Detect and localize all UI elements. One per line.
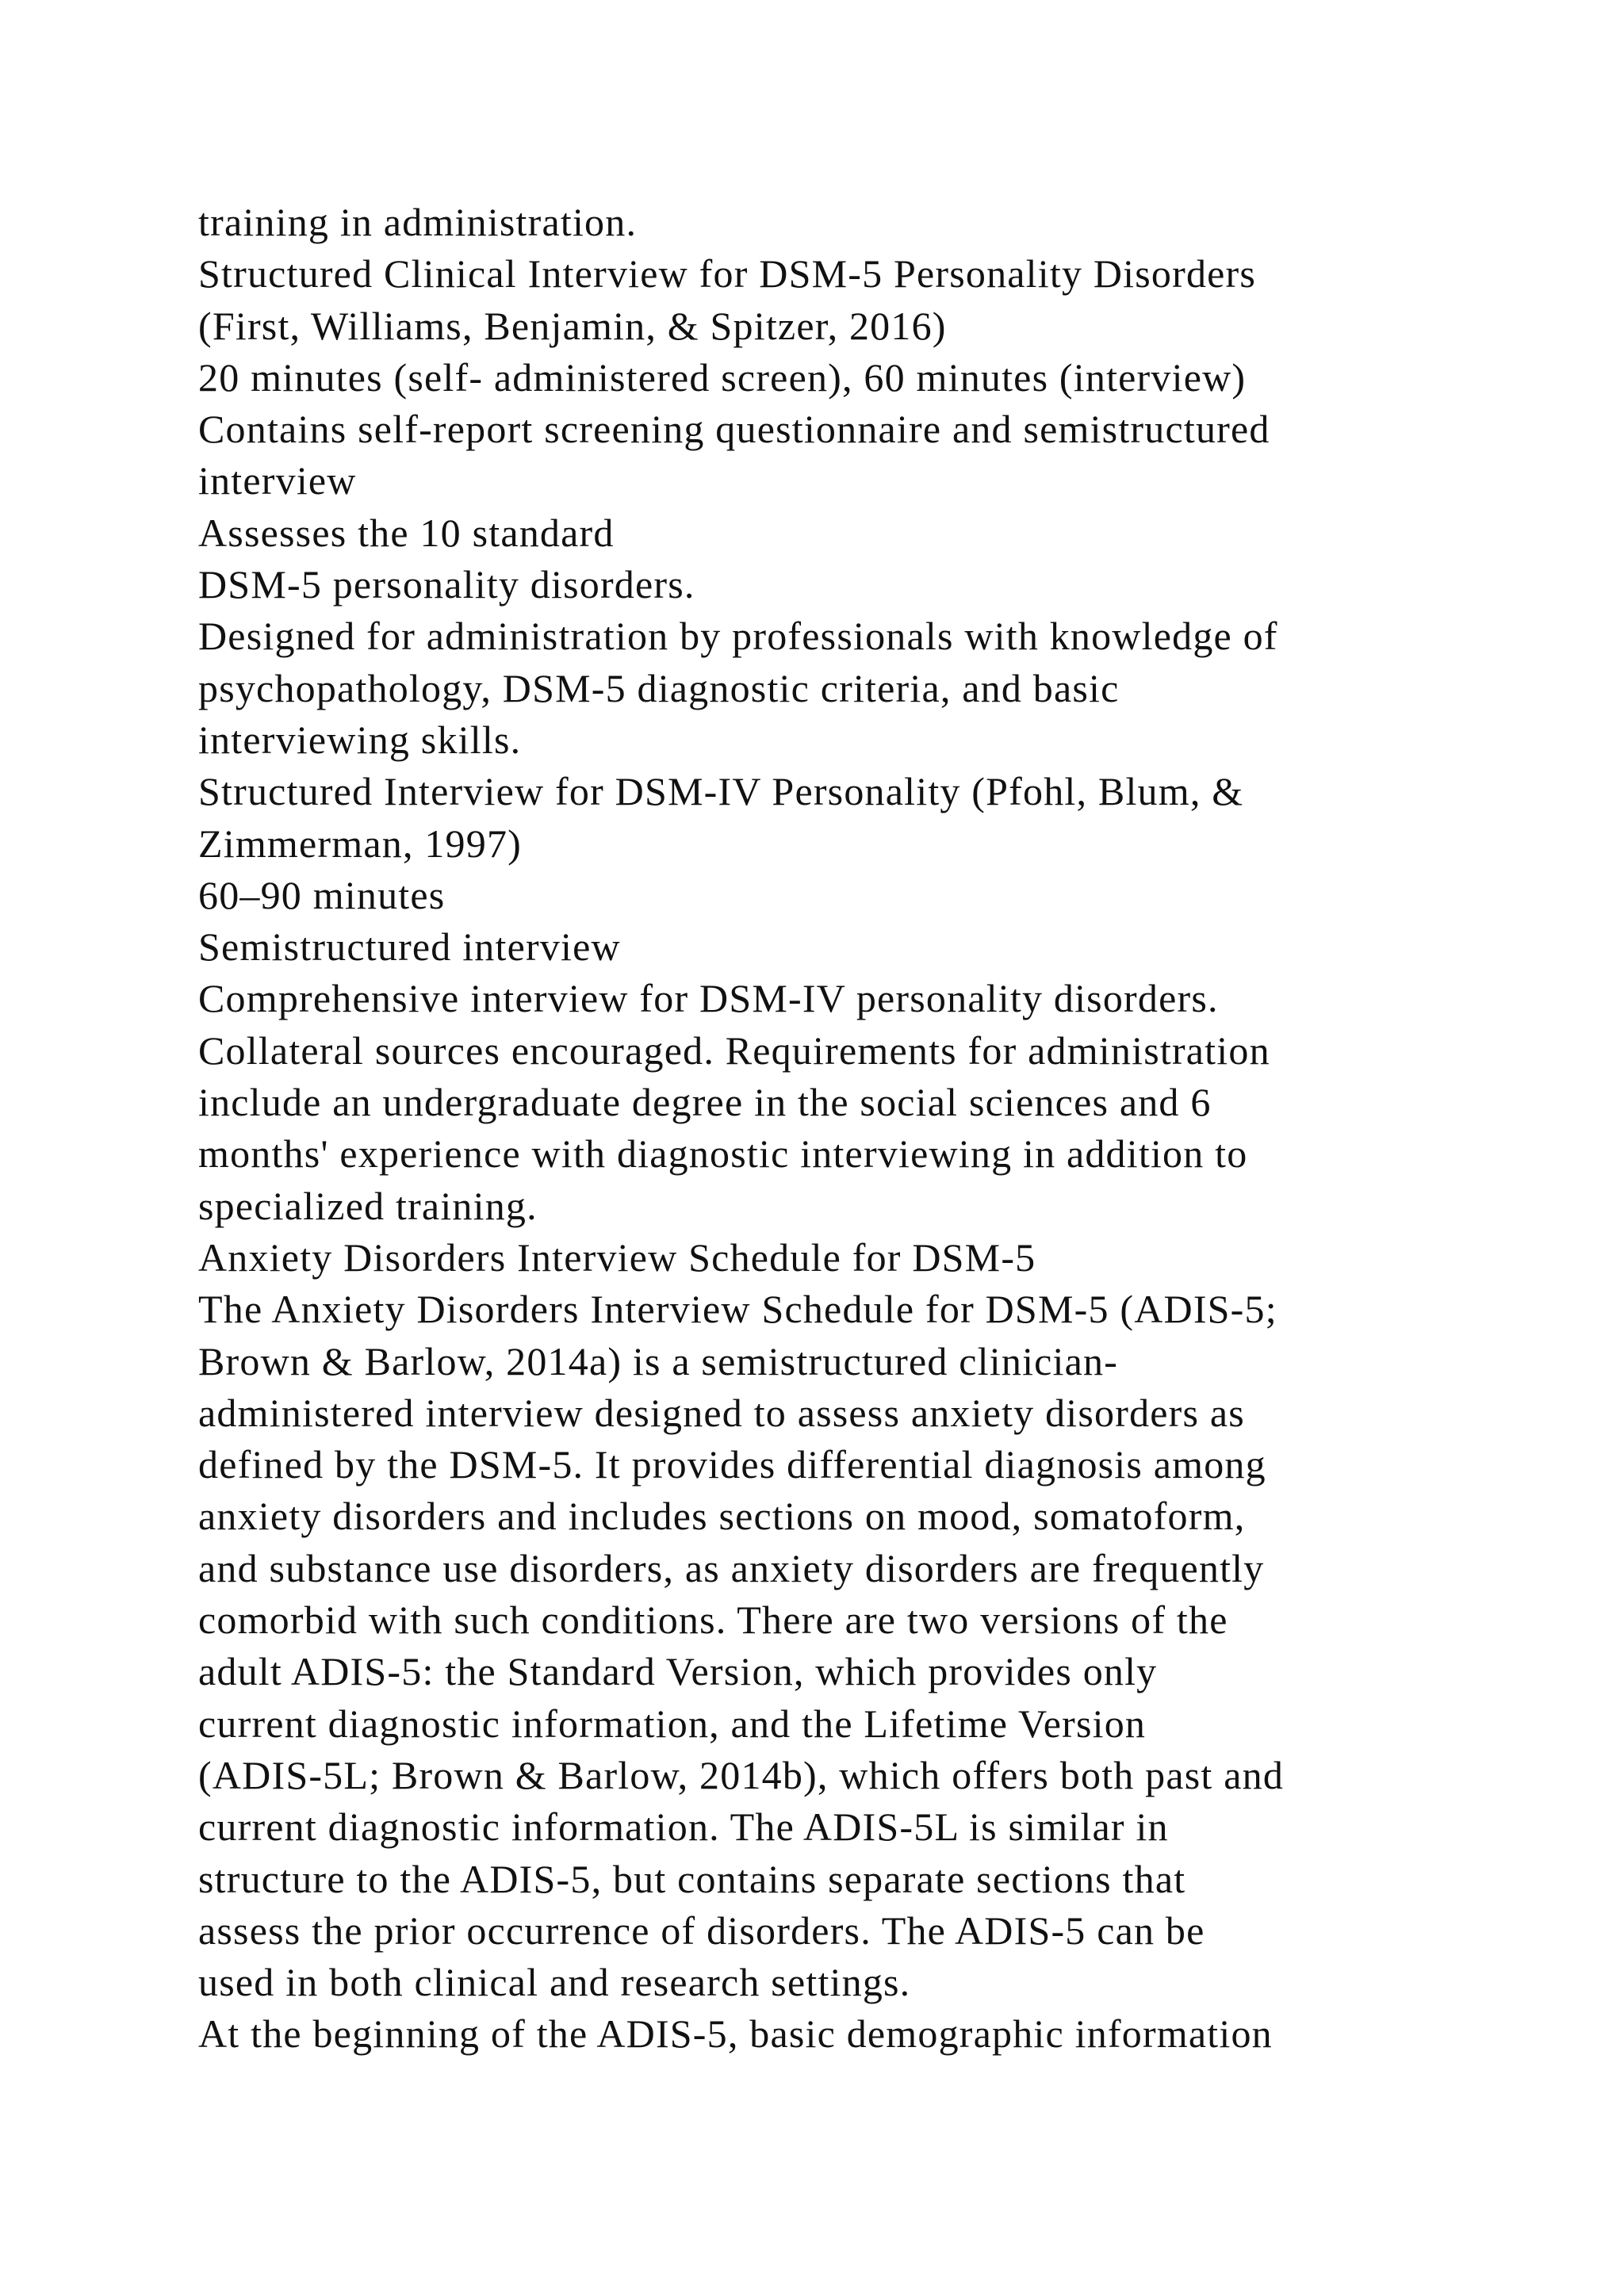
text-line: Collateral sources encouraged. Requirements for administration (198, 1027, 1270, 1073)
text-line: 60–90 minutes (198, 872, 446, 917)
text-line: Structured Interview for DSM-IV Personality (Pfohl, Blum, & (198, 769, 1244, 814)
text-line: and substance use disorders, as anxiety disorders are frequently (198, 1545, 1265, 1590)
text-line: used in both clinical and research settings. (198, 1960, 911, 2005)
text-line: Assesses the 10 standard (198, 510, 615, 555)
text-line: structure to the ADIS-5, but contains separate sections that (198, 1856, 1186, 1901)
text-line: psychopathology, DSM-5 diagnostic criteria, and basic (198, 665, 1120, 710)
text-line: DSM-5 personality disorders. (198, 562, 695, 607)
text-line: months' experience with diagnostic interviewing in addition to (198, 1131, 1248, 1177)
text-line: interviewing skills. (198, 717, 522, 762)
document-text (198, 197, 1515, 2061)
text-line: (ADIS-5L; Brown & Barlow, 2014b), which offers both past and (198, 1752, 1285, 1797)
text-line: Semistructured interview (198, 924, 621, 970)
text-line: assess the prior occurrence of disorders. The ADIS-5 can be (198, 1908, 1205, 1953)
text-line: (First, Williams, Benjamin, & Spitzer, 2016) (198, 303, 947, 348)
text-line: defined by the DSM-5. It provides differential diagnosis among (198, 1442, 1266, 1487)
text-line: Contains self-report screening questionnaire and semistructured (198, 407, 1270, 452)
text-line: Designed for administration by professionals with knowledge of (198, 614, 1278, 659)
text-line: include an undergraduate degree in the social sciences and 6 (198, 1080, 1212, 1125)
text-line: Structured Clinical Interview for DSM-5 Personality Disorders (198, 251, 1257, 297)
text-line: 20 minutes (self- administered screen), 60 minutes (interview) (198, 354, 1247, 400)
text-line: current diagnostic information, and the Lifetime Version (198, 1701, 1147, 1746)
text-line: current diagnostic information. The ADIS-5L is similar in (198, 1804, 1169, 1850)
text-line: Zimmerman, 1997) (198, 821, 522, 866)
text-line: adult ADIS-5: the Standard Version, which provides only (198, 1649, 1158, 1694)
text-line: The Anxiety Disorders Interview Schedule for DSM-5 (ADIS-5; (198, 1287, 1277, 1332)
text-line: training in administration. (198, 200, 638, 244)
text-line: interview (198, 458, 357, 503)
text-line: comorbid with such conditions. There are two versions of the (198, 1598, 1228, 1643)
text-line: administered interview designed to assess anxiety disorders as (198, 1390, 1245, 1435)
text-line: At the beginning of the ADIS-5, basic demographic information (198, 2011, 1273, 2057)
text-line: specialized training. (198, 1183, 538, 1228)
text-line: Brown & Barlow, 2014a) is a semistructured clinician- (198, 1338, 1119, 1383)
text-line: Comprehensive interview for DSM-IV personality disorders. (198, 976, 1219, 1021)
text-line: Anxiety Disorders Interview Schedule for DSM-5 (198, 1234, 1036, 1280)
text-line: anxiety disorders and includes sections on mood, somatoform, (198, 1494, 1246, 1539)
